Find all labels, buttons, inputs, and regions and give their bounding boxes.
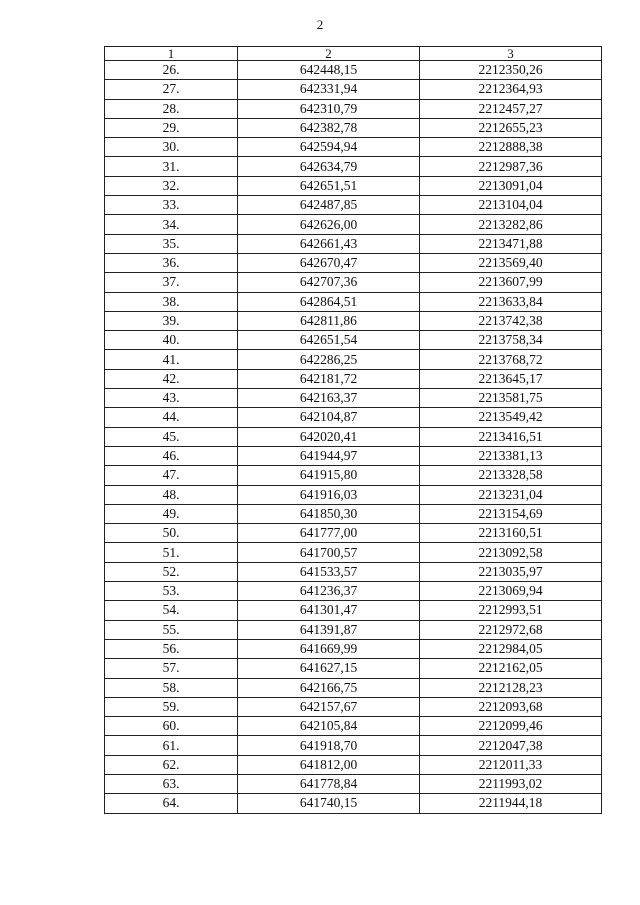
- cell-x-coordinate: 642487,85: [238, 196, 420, 215]
- cell-x-coordinate: 642104,87: [238, 408, 420, 427]
- cell-x-coordinate: 642707,36: [238, 273, 420, 292]
- cell-x-coordinate: 641944,97: [238, 446, 420, 465]
- cell-y-coordinate: 2213035,97: [420, 562, 602, 581]
- table-row: [105, 524, 602, 543]
- cell-y-coordinate: 2213154,69: [420, 504, 602, 523]
- cell-y-coordinate: 2212099,46: [420, 717, 602, 736]
- cell-y-coordinate: 2213607,99: [420, 273, 602, 292]
- table-row: [105, 311, 602, 330]
- cell-x-coordinate: 642811,86: [238, 311, 420, 330]
- cell-x-coordinate: 641777,00: [238, 524, 420, 543]
- table-row: [105, 601, 602, 620]
- cell-x-coordinate: 642634,79: [238, 157, 420, 176]
- table-row: [105, 61, 602, 80]
- cell-point-number: 40.: [105, 331, 238, 350]
- cell-y-coordinate: 2213633,84: [420, 292, 602, 311]
- table-row: [105, 408, 602, 427]
- cell-point-number: 49.: [105, 504, 238, 523]
- table-row: [105, 620, 602, 639]
- cell-point-number: 52.: [105, 562, 238, 581]
- table-row: [105, 755, 602, 774]
- table-row: [105, 562, 602, 581]
- cell-y-coordinate: 2212128,23: [420, 678, 602, 697]
- cell-x-coordinate: 642310,79: [238, 99, 420, 118]
- cell-point-number: 32.: [105, 176, 238, 195]
- cell-point-number: 36.: [105, 253, 238, 272]
- table-row: [105, 504, 602, 523]
- cell-y-coordinate: 2212364,93: [420, 80, 602, 99]
- table-row: [105, 350, 602, 369]
- table-row: [105, 331, 602, 350]
- cell-x-coordinate: 641391,87: [238, 620, 420, 639]
- table-row: [105, 582, 602, 601]
- cell-x-coordinate: 642331,94: [238, 80, 420, 99]
- cell-point-number: 60.: [105, 717, 238, 736]
- table-row: [105, 138, 602, 157]
- cell-y-coordinate: 2212984,05: [420, 639, 602, 658]
- cell-x-coordinate: 641812,00: [238, 755, 420, 774]
- table-row: [105, 176, 602, 195]
- cell-point-number: 41.: [105, 350, 238, 369]
- cell-point-number: 48.: [105, 485, 238, 504]
- cell-y-coordinate: 2213282,86: [420, 215, 602, 234]
- cell-y-coordinate: 2213768,72: [420, 350, 602, 369]
- table-row: [105, 736, 602, 755]
- cell-y-coordinate: 2213091,04: [420, 176, 602, 195]
- cell-point-number: 45.: [105, 427, 238, 446]
- cell-y-coordinate: 2213416,51: [420, 427, 602, 446]
- table-row: [105, 697, 602, 716]
- cell-y-coordinate: 2213231,04: [420, 485, 602, 504]
- table-row: [105, 427, 602, 446]
- table-body: [105, 61, 602, 814]
- table-row: [105, 389, 602, 408]
- table-row: [105, 639, 602, 658]
- cell-y-coordinate: 2212972,68: [420, 620, 602, 639]
- cell-y-coordinate: 2212987,36: [420, 157, 602, 176]
- cell-x-coordinate: 642864,51: [238, 292, 420, 311]
- table-row: [105, 234, 602, 253]
- cell-y-coordinate: 2213328,58: [420, 466, 602, 485]
- table-row: [105, 157, 602, 176]
- cell-y-coordinate: 2212093,68: [420, 697, 602, 716]
- header-cell-y: 3: [420, 47, 602, 61]
- cell-y-coordinate: 2212011,33: [420, 755, 602, 774]
- cell-x-coordinate: 641627,15: [238, 659, 420, 678]
- cell-y-coordinate: 2212350,26: [420, 61, 602, 80]
- cell-point-number: 26.: [105, 61, 238, 80]
- cell-x-coordinate: 642020,41: [238, 427, 420, 446]
- cell-point-number: 42.: [105, 369, 238, 388]
- table-row: [105, 196, 602, 215]
- cell-point-number: 31.: [105, 157, 238, 176]
- table-row: [105, 292, 602, 311]
- cell-x-coordinate: 642166,75: [238, 678, 420, 697]
- cell-point-number: 57.: [105, 659, 238, 678]
- cell-y-coordinate: 2212047,38: [420, 736, 602, 755]
- cell-x-coordinate: 642448,15: [238, 61, 420, 80]
- cell-point-number: 54.: [105, 601, 238, 620]
- cell-y-coordinate: 2212993,51: [420, 601, 602, 620]
- cell-point-number: 44.: [105, 408, 238, 427]
- cell-point-number: 55.: [105, 620, 238, 639]
- cell-x-coordinate: 642286,25: [238, 350, 420, 369]
- cell-x-coordinate: 642594,94: [238, 138, 420, 157]
- cell-x-coordinate: 641236,37: [238, 582, 420, 601]
- header-cell-x: 2: [238, 47, 420, 61]
- table-row: [105, 215, 602, 234]
- cell-y-coordinate: 2212888,38: [420, 138, 602, 157]
- table-row: [105, 273, 602, 292]
- cell-point-number: 62.: [105, 755, 238, 774]
- cell-y-coordinate: 2211944,18: [420, 794, 602, 813]
- cell-point-number: 63.: [105, 774, 238, 793]
- cell-point-number: 59.: [105, 697, 238, 716]
- cell-x-coordinate: 642163,37: [238, 389, 420, 408]
- cell-point-number: 64.: [105, 794, 238, 813]
- cell-x-coordinate: 642651,51: [238, 176, 420, 195]
- cell-y-coordinate: 2213160,51: [420, 524, 602, 543]
- table-row: [105, 253, 602, 272]
- header-row: [105, 47, 602, 61]
- cell-x-coordinate: 642105,84: [238, 717, 420, 736]
- cell-x-coordinate: 641669,99: [238, 639, 420, 658]
- cell-x-coordinate: 642651,54: [238, 331, 420, 350]
- cell-x-coordinate: 642181,72: [238, 369, 420, 388]
- cell-point-number: 34.: [105, 215, 238, 234]
- cell-x-coordinate: 642661,43: [238, 234, 420, 253]
- table-row: [105, 774, 602, 793]
- cell-point-number: 50.: [105, 524, 238, 543]
- cell-y-coordinate: 2213381,13: [420, 446, 602, 465]
- table-row: [105, 659, 602, 678]
- cell-point-number: 29.: [105, 118, 238, 137]
- table-row: [105, 794, 602, 813]
- table-row: [105, 485, 602, 504]
- cell-x-coordinate: 641918,70: [238, 736, 420, 755]
- cell-x-coordinate: 641533,57: [238, 562, 420, 581]
- cell-point-number: 56.: [105, 639, 238, 658]
- table-row: [105, 80, 602, 99]
- cell-point-number: 47.: [105, 466, 238, 485]
- cell-x-coordinate: 642157,67: [238, 697, 420, 716]
- cell-x-coordinate: 641700,57: [238, 543, 420, 562]
- cell-point-number: 39.: [105, 311, 238, 330]
- cell-point-number: 35.: [105, 234, 238, 253]
- cell-x-coordinate: 642670,47: [238, 253, 420, 272]
- cell-x-coordinate: 642382,78: [238, 118, 420, 137]
- cell-y-coordinate: 2213104,04: [420, 196, 602, 215]
- cell-x-coordinate: 641778,84: [238, 774, 420, 793]
- cell-y-coordinate: 2213549,42: [420, 408, 602, 427]
- table-header: [105, 47, 602, 61]
- table-row: [105, 369, 602, 388]
- cell-point-number: 28.: [105, 99, 238, 118]
- table-row: [105, 717, 602, 736]
- cell-y-coordinate: 2212457,27: [420, 99, 602, 118]
- cell-point-number: 53.: [105, 582, 238, 601]
- cell-point-number: 61.: [105, 736, 238, 755]
- cell-y-coordinate: 2211993,02: [420, 774, 602, 793]
- cell-x-coordinate: 641850,30: [238, 504, 420, 523]
- cell-x-coordinate: 641740,15: [238, 794, 420, 813]
- cell-point-number: 58.: [105, 678, 238, 697]
- cell-y-coordinate: 2213581,75: [420, 389, 602, 408]
- cell-y-coordinate: 2213471,88: [420, 234, 602, 253]
- cell-y-coordinate: 2213758,34: [420, 331, 602, 350]
- cell-y-coordinate: 2212162,05: [420, 659, 602, 678]
- cell-y-coordinate: 2213069,94: [420, 582, 602, 601]
- cell-point-number: 46.: [105, 446, 238, 465]
- cell-point-number: 33.: [105, 196, 238, 215]
- cell-y-coordinate: 2213569,40: [420, 253, 602, 272]
- cell-y-coordinate: 2213645,17: [420, 369, 602, 388]
- header-cell-number: 1: [105, 47, 238, 61]
- cell-y-coordinate: 2213742,38: [420, 311, 602, 330]
- cell-x-coordinate: 642626,00: [238, 215, 420, 234]
- table-row: [105, 466, 602, 485]
- table-row: [105, 446, 602, 465]
- cell-y-coordinate: 2213092,58: [420, 543, 602, 562]
- cell-y-coordinate: 2212655,23: [420, 118, 602, 137]
- coordinates-table: [104, 46, 602, 814]
- table-row: [105, 678, 602, 697]
- page-number: 2: [316, 17, 324, 32]
- cell-point-number: 37.: [105, 273, 238, 292]
- table-row: [105, 99, 602, 118]
- cell-point-number: 51.: [105, 543, 238, 562]
- cell-x-coordinate: 641915,80: [238, 466, 420, 485]
- cell-point-number: 30.: [105, 138, 238, 157]
- cell-point-number: 27.: [105, 80, 238, 99]
- cell-point-number: 38.: [105, 292, 238, 311]
- table-row: [105, 543, 602, 562]
- cell-x-coordinate: 641301,47: [238, 601, 420, 620]
- table-row: [105, 118, 602, 137]
- cell-point-number: 43.: [105, 389, 238, 408]
- cell-x-coordinate: 641916,03: [238, 485, 420, 504]
